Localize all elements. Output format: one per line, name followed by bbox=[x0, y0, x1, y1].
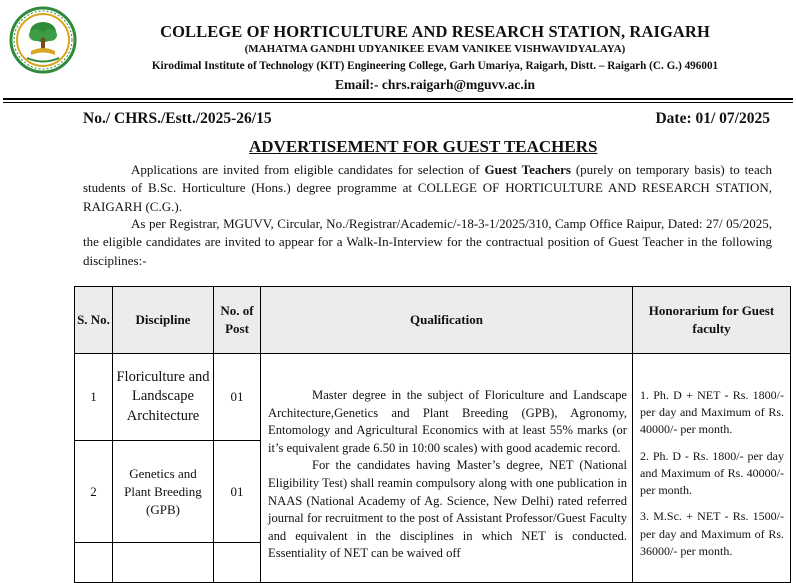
header-posts: No. of Post bbox=[214, 287, 261, 354]
intro-p1-end: (purely on temporary basis) to teach students of B.Sc. Horticulture (Hons.) degree programme at COLLEGE OF HORTICULTURE AND RESEARCH STATION, RAIGARH (C.G.). bbox=[83, 162, 772, 214]
row-sno bbox=[75, 543, 113, 583]
intro-paragraph-1 bbox=[83, 161, 772, 216]
header-discipline: Discipline bbox=[113, 287, 214, 354]
header-divider-thick bbox=[3, 98, 793, 100]
header-honorarium: Honorarium for Guest faculty bbox=[633, 287, 791, 354]
row-discipline: Floriculture and Landscape Architecture bbox=[113, 354, 214, 441]
table-row bbox=[75, 354, 791, 441]
honorarium-item-3: 3. M.Sc. + NET - Rs. 1500/- per day and Maximum of Rs. 36000/- per month. bbox=[640, 509, 784, 558]
reference-number: No./ CHRS./Estt./2025-26/15 bbox=[83, 110, 272, 127]
qualification-cell bbox=[261, 354, 633, 583]
honorarium-cell bbox=[633, 354, 791, 583]
header-sno: S. No. bbox=[75, 287, 113, 354]
university-logo bbox=[9, 5, 77, 77]
intro-p1-start: Applications are invited from eligible candidates for selection of bbox=[131, 162, 485, 177]
guest-teacher-table bbox=[74, 286, 791, 583]
honorarium-item-2: 2. Ph. D - Rs. 1800/- per day and Maximum of Rs. 40000/- per month. bbox=[640, 448, 784, 498]
university-name: (MAHATMA GANDHI UDYANIKEE EVAM VANIKEE VISHWAVIDYALAYA) bbox=[244, 43, 626, 55]
row-sno: 2 bbox=[75, 441, 113, 543]
row-posts: 01 bbox=[214, 441, 261, 543]
email-address[interactable]: chrs.raigarh@mguvv.ac.in bbox=[381, 77, 536, 92]
header-divider-thin bbox=[3, 102, 793, 103]
header-qualification: Qualification bbox=[261, 287, 633, 354]
honorarium-item-1: 1. Ph. D + NET - Rs. 1800/- per day and Maximum of Rs. 40000/- per month. bbox=[640, 388, 784, 437]
intro-paragraph-2: As per Registrar, MGUVV, Circular, No./Registrar/Academic/-18-3-1/2025/310, Camp Office Raipur, Dated: 27/ 05/2025, the eligible candidates are invited to appear for a Walk-In-Interview for the contractual position of Guest Teacher in the following disciplines:- bbox=[83, 216, 772, 268]
email-label: Email:- bbox=[334, 77, 382, 92]
qualification-text-1: Master degree in the subject of Floriculture and Landscape Architecture,Genetics and Plant Breeding (GPB), Agronomy, Entomology and Agricultural Economics with at least 55% marks (or it’s equivalent grade 6.50 in 10:00 scales) with good academic record. bbox=[268, 388, 627, 455]
row-discipline bbox=[113, 543, 214, 583]
table-header-row bbox=[75, 287, 791, 354]
college-address: Kirodimal Institute of Technology (KIT) Engineering College, Garh Umariya, Raigarh, Distt. – Raigarh (C. G.) 496001 bbox=[151, 60, 719, 72]
advertisement-title: ADVERTISEMENT FOR GUEST TEACHERS bbox=[249, 137, 598, 156]
row-discipline: Genetics and Plant Breeding (GPB) bbox=[113, 441, 214, 543]
row-posts: 01 bbox=[214, 354, 261, 441]
college-name: COLLEGE OF HORTICULTURE AND RESEARCH STATION, RAIGARH bbox=[160, 22, 710, 41]
email-line bbox=[85, 77, 785, 93]
row-posts bbox=[214, 543, 261, 583]
row-sno: 1 bbox=[75, 354, 113, 441]
issue-date: Date: 01/ 07/2025 bbox=[655, 110, 770, 127]
qualification-text-2: For the candidates having Master’s degree, NET (National Eligibility Test) shall reamin compulsory along with one publication in NAAS (National Academy of Ag. Science, New Delhi) rated referred journal for recruitment to the post of Assistant Professor/Guest Faculty and equivalent in the disciplines in which NET is conducted. Essentiality of NET can be waived off bbox=[268, 458, 627, 561]
intro-p1-bold: Guest Teachers bbox=[484, 162, 571, 177]
